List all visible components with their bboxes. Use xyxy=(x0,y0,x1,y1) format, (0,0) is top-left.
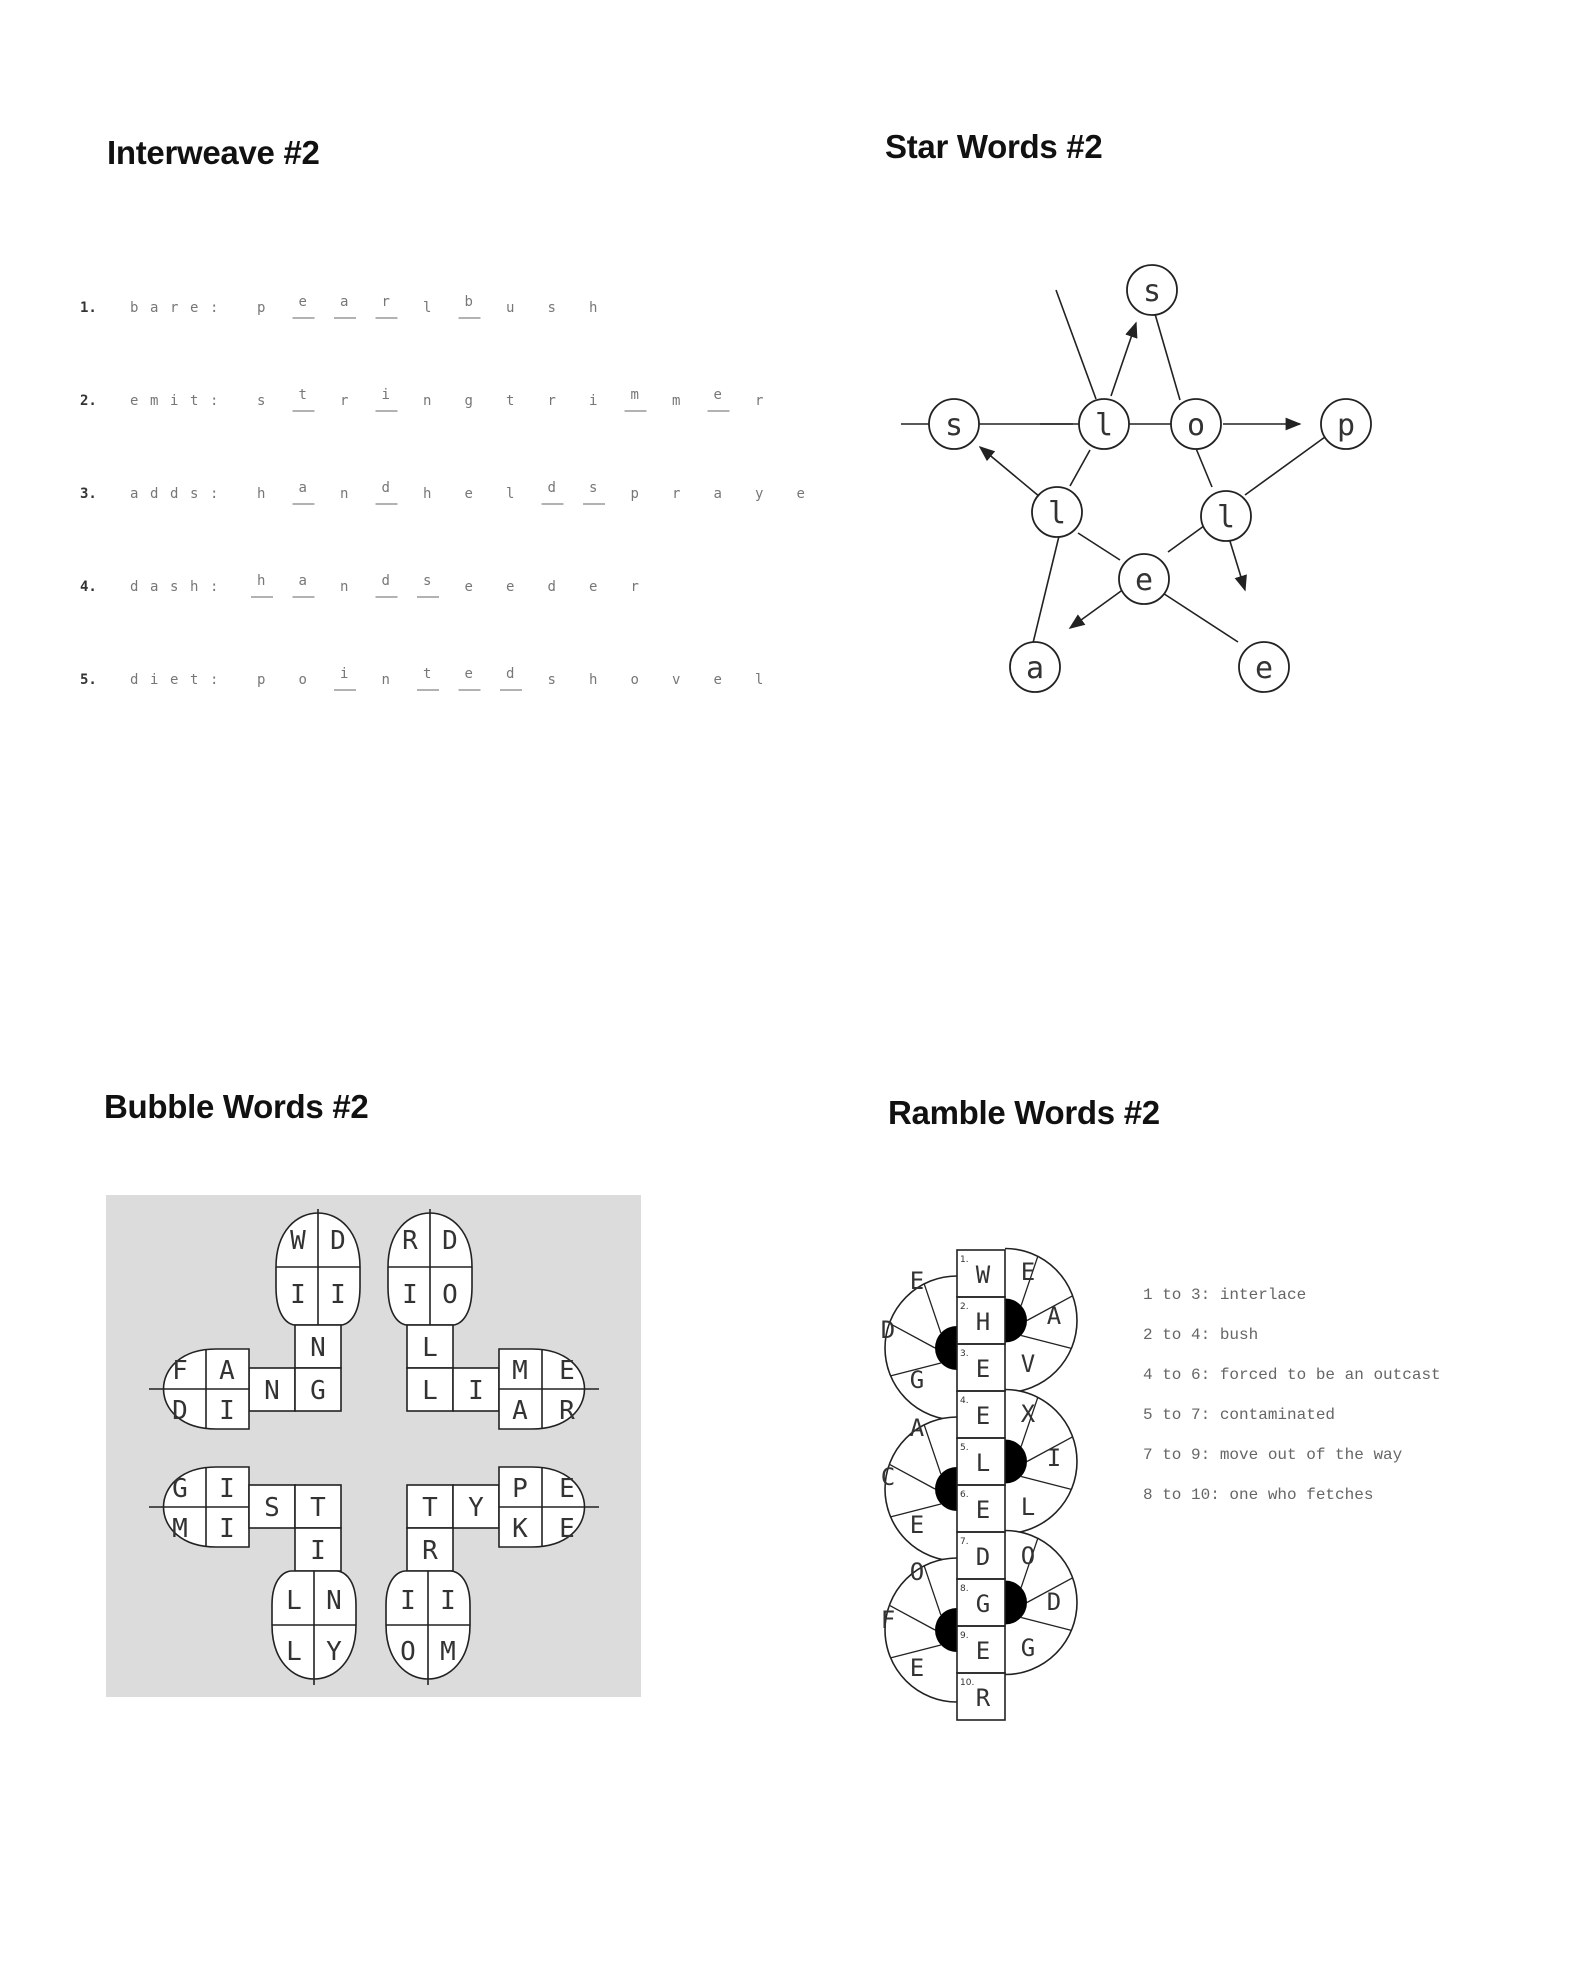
bubble-letter: M xyxy=(440,1637,456,1667)
ramble-letter: C xyxy=(880,1463,896,1491)
cell-number: 5. xyxy=(960,1443,969,1453)
bubble-words-title: Bubble Words #2 xyxy=(104,1088,369,1125)
key-letter: : xyxy=(210,672,219,688)
word-letter: e xyxy=(298,294,307,310)
bubble-letter: D xyxy=(172,1396,188,1426)
word-letter: s xyxy=(257,393,266,409)
ramble-letter: G xyxy=(975,1590,991,1618)
bubble-letter: N xyxy=(264,1376,280,1406)
word-letter: i xyxy=(589,393,598,409)
cell-number: 1. xyxy=(960,1255,969,1265)
key-letter: s xyxy=(170,579,179,595)
bubble-letter: M xyxy=(172,1514,188,1544)
word-letter: l xyxy=(423,300,432,316)
bubble-letter: I xyxy=(440,1586,456,1616)
key-letter: s xyxy=(190,486,199,502)
ramble-letter: E xyxy=(909,1654,925,1682)
ramble-clue: 2 to 4: bush xyxy=(1143,1326,1259,1344)
star-node: p xyxy=(1336,408,1356,443)
word-letter: r xyxy=(340,393,349,409)
bubble-letter: S xyxy=(264,1493,280,1523)
word-letter: e xyxy=(464,579,473,595)
ramble-letter: G xyxy=(909,1366,925,1394)
word-letter: a xyxy=(340,294,349,310)
ramble-letter: L xyxy=(1020,1493,1036,1521)
row-number: 3. xyxy=(80,486,97,502)
word-letter: e xyxy=(506,579,515,595)
word-letter: n xyxy=(381,672,390,688)
ramble-words-puzzle xyxy=(870,1240,1100,1730)
word-letter: n xyxy=(340,486,349,502)
star-node: s xyxy=(944,408,964,443)
word-letter: t xyxy=(506,393,515,409)
bubble-letter: L xyxy=(286,1586,302,1616)
ramble-letter: X xyxy=(1020,1400,1036,1428)
bubble-letter: I xyxy=(219,1514,235,1544)
word-letter: t xyxy=(423,666,432,682)
star-node: a xyxy=(1025,651,1045,686)
star-node: e xyxy=(1254,651,1274,686)
key-letter: d xyxy=(130,672,139,688)
key-letter: t xyxy=(190,672,199,688)
row-number: 2. xyxy=(80,393,97,409)
word-letter: h xyxy=(589,672,598,688)
word-letter: e xyxy=(589,579,598,595)
ramble-letter: E xyxy=(975,1496,991,1524)
star-words-diagram xyxy=(900,250,1400,710)
word-letter: e xyxy=(713,387,722,403)
word-letter: r xyxy=(672,486,681,502)
key-letter: h xyxy=(190,579,199,595)
ramble-words-title: Ramble Words #2 xyxy=(888,1094,1160,1131)
word-letter: r xyxy=(755,393,764,409)
ramble-letter: E xyxy=(975,1402,991,1430)
key-letter: b xyxy=(130,300,139,316)
key-letter: a xyxy=(130,486,139,502)
word-letter: r xyxy=(547,393,556,409)
bubble-letter: F xyxy=(172,1356,188,1386)
star-node: s xyxy=(1142,274,1162,309)
word-letter: e xyxy=(796,486,805,502)
ramble-letter: A xyxy=(1046,1302,1062,1330)
key-letter: d xyxy=(130,579,139,595)
cell-number: 9. xyxy=(960,1631,969,1641)
cell-number: 8. xyxy=(960,1584,969,1594)
bubble-letter: R xyxy=(402,1226,418,1256)
key-letter: i xyxy=(150,672,159,688)
bubble-letter: K xyxy=(512,1514,528,1544)
word-letter: h xyxy=(257,573,266,589)
bubble-letter: P xyxy=(512,1474,528,1504)
key-letter: t xyxy=(190,393,199,409)
interweave-row xyxy=(80,294,597,318)
word-letter: l xyxy=(506,486,515,502)
bubble-letter: I xyxy=(468,1376,484,1406)
word-letter: l xyxy=(755,672,764,688)
word-letter: d xyxy=(547,480,556,496)
key-letter: e xyxy=(170,672,179,688)
key-letter: : xyxy=(210,579,219,595)
word-letter: d xyxy=(381,480,390,496)
bubble-letter: Y xyxy=(326,1637,342,1667)
bubble-letter: T xyxy=(422,1493,438,1523)
key-letter: m xyxy=(150,393,159,409)
word-letter: s xyxy=(547,300,556,316)
ramble-letter: E xyxy=(909,1267,925,1295)
cell-number: 2. xyxy=(960,1302,969,1312)
bubble-letter: T xyxy=(310,1493,326,1523)
word-letter: h xyxy=(423,486,432,502)
word-letter: u xyxy=(506,300,515,316)
cell-number: 10. xyxy=(960,1678,975,1688)
cell-number: 7. xyxy=(960,1537,969,1547)
word-letter: n xyxy=(423,393,432,409)
interweave-row xyxy=(80,666,763,690)
bubble-letter: E xyxy=(559,1514,575,1544)
bubble-letter: Y xyxy=(468,1493,484,1523)
ramble-letter: G xyxy=(1020,1634,1036,1662)
bubble-letter: O xyxy=(442,1280,458,1310)
bubble-letter: G xyxy=(310,1376,326,1406)
word-letter: v xyxy=(672,672,681,688)
cell-number: 6. xyxy=(960,1490,969,1500)
bubble-letter: L xyxy=(286,1637,302,1667)
word-letter: o xyxy=(630,672,639,688)
bubble-letter: L xyxy=(422,1376,438,1406)
bubble-letter: E xyxy=(559,1356,575,1386)
ramble-clue: 5 to 7: contaminated xyxy=(1143,1406,1336,1424)
bubble-letter: I xyxy=(402,1280,418,1310)
bubble-letter: D xyxy=(330,1226,346,1256)
word-letter: a xyxy=(298,480,307,496)
bubble-letter: I xyxy=(219,1396,235,1426)
ramble-letter: E xyxy=(909,1511,925,1539)
ramble-letter: O xyxy=(1020,1542,1036,1570)
interweave-row xyxy=(80,480,805,504)
bubble-letter: I xyxy=(290,1280,306,1310)
ramble-letter: H xyxy=(975,1308,991,1336)
ramble-letter: D xyxy=(975,1543,991,1571)
word-letter: d xyxy=(506,666,515,682)
word-letter: m xyxy=(630,387,639,403)
ramble-letter: F xyxy=(880,1606,896,1634)
bubble-letter: D xyxy=(442,1226,458,1256)
cell-number: 4. xyxy=(960,1396,969,1406)
interweave-row xyxy=(80,387,763,411)
ramble-letter: V xyxy=(1020,1350,1036,1378)
ramble-letter: W xyxy=(975,1261,991,1289)
word-letter: s xyxy=(589,480,598,496)
bubble-letter: I xyxy=(219,1474,235,1504)
bubble-letter: I xyxy=(310,1536,326,1566)
interweave-row xyxy=(80,573,639,597)
bubble-letter: R xyxy=(422,1536,438,1566)
star-node: l xyxy=(1216,500,1236,535)
key-letter: a xyxy=(150,579,159,595)
word-letter: r xyxy=(381,294,390,310)
ramble-letter: E xyxy=(975,1637,991,1665)
key-letter: d xyxy=(170,486,179,502)
ramble-clue: 1 to 3: interlace xyxy=(1143,1286,1307,1304)
word-letter: i xyxy=(340,666,349,682)
bubble-letter: O xyxy=(400,1637,416,1667)
key-letter: d xyxy=(150,486,159,502)
word-letter: e xyxy=(713,672,722,688)
word-letter: s xyxy=(423,573,432,589)
cell-number: 3. xyxy=(960,1349,969,1359)
ramble-letter: D xyxy=(1046,1588,1062,1616)
bubble-letter: I xyxy=(400,1586,416,1616)
word-letter: e xyxy=(464,666,473,682)
bubble-letter: G xyxy=(172,1474,188,1504)
ramble-letter: O xyxy=(909,1558,925,1586)
word-letter: g xyxy=(464,393,473,409)
word-letter: a xyxy=(298,573,307,589)
ramble-letter: R xyxy=(975,1684,991,1712)
word-letter: d xyxy=(547,579,556,595)
star-node: o xyxy=(1186,408,1206,443)
bubble-letter: I xyxy=(330,1280,346,1310)
row-number: 4. xyxy=(80,579,97,595)
star-node: l xyxy=(1094,408,1114,443)
bubble-letter: R xyxy=(559,1396,575,1426)
word-letter: y xyxy=(755,486,764,502)
ramble-letter: E xyxy=(975,1355,991,1383)
ramble-letter: D xyxy=(880,1316,896,1344)
interweave-puzzle xyxy=(0,0,805,720)
bubble-letter: A xyxy=(219,1356,235,1386)
star-node: l xyxy=(1047,496,1067,531)
ramble-clue: 4 to 6: forced to be an outcast xyxy=(1143,1366,1441,1384)
word-letter: b xyxy=(464,294,473,310)
key-letter: a xyxy=(150,300,159,316)
word-letter: o xyxy=(298,672,307,688)
bubble-words-puzzle xyxy=(106,1195,641,1697)
word-letter: r xyxy=(630,579,639,595)
word-letter: s xyxy=(547,672,556,688)
word-letter: i xyxy=(381,387,390,403)
bubble-letter: W xyxy=(290,1226,306,1256)
key-letter: e xyxy=(130,393,139,409)
word-letter: d xyxy=(381,573,390,589)
bubble-letter: E xyxy=(559,1474,575,1504)
key-letter: e xyxy=(190,300,199,316)
word-letter: t xyxy=(298,387,307,403)
key-letter: : xyxy=(210,486,219,502)
row-number: 1. xyxy=(80,300,97,316)
star-words-title: Star Words #2 xyxy=(885,128,1103,165)
word-letter: h xyxy=(257,486,266,502)
word-letter: h xyxy=(589,300,598,316)
word-letter: p xyxy=(257,300,266,316)
bubble-letter: M xyxy=(512,1356,528,1386)
ramble-letter: I xyxy=(1046,1444,1062,1472)
word-letter: a xyxy=(713,486,722,502)
word-letter: p xyxy=(257,672,266,688)
word-letter: n xyxy=(340,579,349,595)
star-node: e xyxy=(1134,563,1154,598)
key-letter: i xyxy=(170,393,179,409)
key-letter: : xyxy=(210,300,219,316)
word-letter: p xyxy=(630,486,639,502)
row-number: 5. xyxy=(80,672,97,688)
word-letter: m xyxy=(672,393,681,409)
key-letter: : xyxy=(210,393,219,409)
word-letter: e xyxy=(464,486,473,502)
ramble-letter: E xyxy=(1020,1258,1036,1286)
ramble-clue: 8 to 10: one who fetches xyxy=(1143,1486,1374,1504)
bubble-letter: N xyxy=(326,1586,342,1616)
bubble-letter: A xyxy=(512,1396,528,1426)
ramble-letter: A xyxy=(909,1414,925,1442)
bubble-letter: L xyxy=(422,1333,438,1363)
key-letter: r xyxy=(170,300,179,316)
ramble-letter: L xyxy=(975,1449,991,1477)
bubble-letter: N xyxy=(310,1333,326,1363)
ramble-clue: 7 to 9: move out of the way xyxy=(1143,1446,1403,1464)
interweave-title: Interweave #2 xyxy=(107,134,320,171)
